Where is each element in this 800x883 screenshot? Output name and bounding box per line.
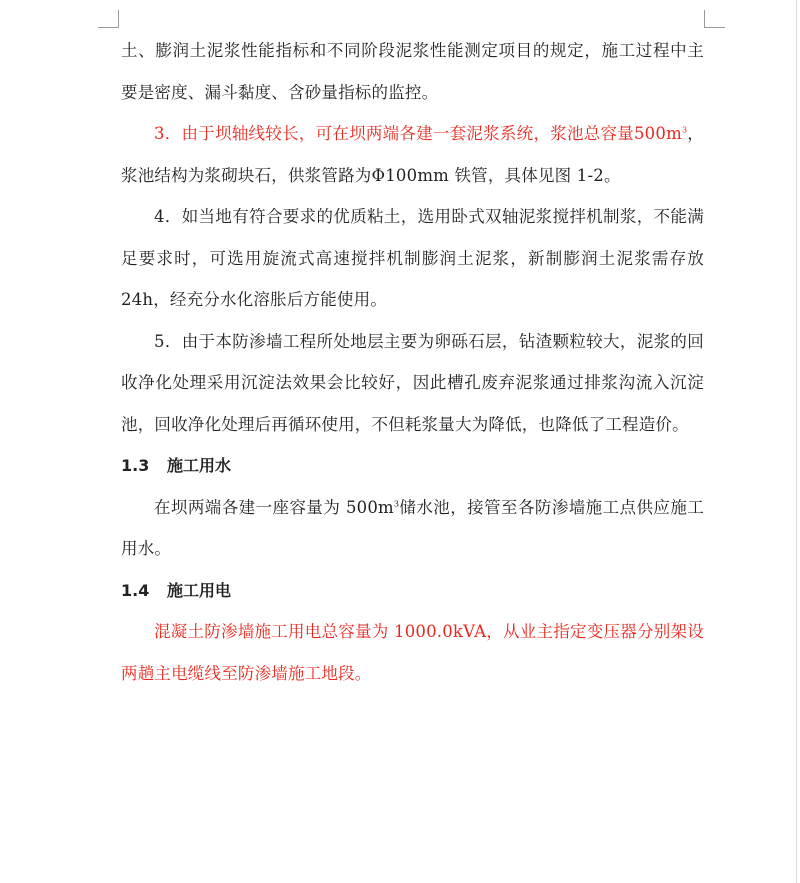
water-text-after: 储水池，接管至各防渗墙施工点供应施工用水。	[121, 497, 704, 558]
section-title: 施工用水	[167, 456, 232, 475]
cubic-superscript: 3	[393, 499, 400, 508]
section-heading-water	[121, 445, 704, 487]
slurry-system-highlight: 3．由于坝轴线较长，可在坝两端各建一套泥浆系统，浆池总容量500m	[154, 124, 682, 143]
corner-crop-mark-top-left	[98, 10, 119, 28]
water-text-before: 在坝两端各建一座容量为 500m	[154, 497, 394, 517]
section-title: 施工用电	[167, 580, 232, 600]
page-edge	[796, 0, 797, 883]
paragraph-clay-mixing: 4．如当地有符合要求的优质粘土，选用卧式双轴泥浆搅拌机制浆，不能满足要求时，可选用旋流式高速搅拌机制膨润土泥浆，新制膨润土泥浆需存放 24h，经充分水化溶胀后方能使用。	[121, 207, 704, 309]
slurry-system-text: 浆池结构为浆砌块石，供浆管路为Φ100mm 铁管，具体见图 1-2。	[121, 165, 621, 185]
paragraph-construction-power: 混凝土防渗墙施工用电总容量为 1000.0kVA，从业主指定变压器分别架设两趟主电缆线至防渗墙施工地段。	[121, 622, 704, 683]
section-heading-power	[121, 570, 704, 612]
section-number: 1.4	[121, 580, 150, 600]
section-number: 1.3	[121, 456, 150, 475]
paragraph-bentonite-indicators: 土、膨润土泥浆性能指标和不同阶段泥浆性能测定项目的规定，施工过程中主要是密度、漏斗黏度、含砂量指标的监控。	[121, 41, 704, 102]
cubic-superscript: 3	[681, 125, 688, 135]
paragraph-construction-water	[121, 487, 704, 570]
paragraph-slurry-system	[121, 113, 704, 196]
document-body	[121, 30, 704, 694]
slurry-system-comma: ，	[687, 124, 704, 143]
paragraph-slurry-recycling: 5．由于本防渗墙工程所处地层主要为卵砾石层，钻渣颗粒较大，泥浆的回收净化处理采用沉淀法效果会比较好，因此槽孔废弃泥浆通过排浆沟流入沉淀池，回收净化处理后再循环使用，不但耗浆量大为降低，也降低了工程造价。	[121, 331, 704, 434]
corner-crop-mark-top-right	[704, 10, 725, 28]
